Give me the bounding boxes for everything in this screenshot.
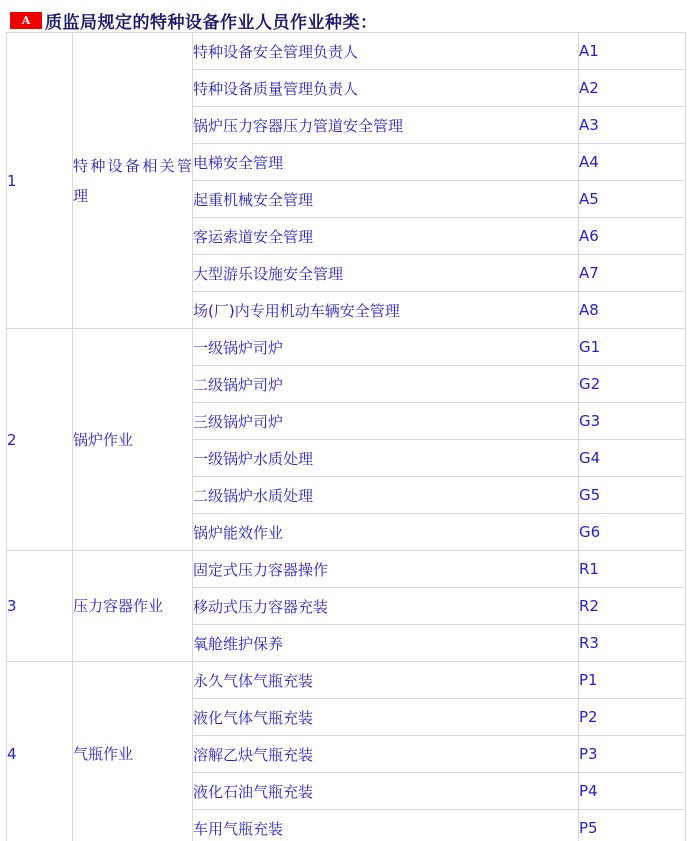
- code-cell: G4: [579, 440, 686, 477]
- item-cell: 液化气体气瓶充装: [193, 699, 579, 736]
- item-cell: 二级锅炉司炉: [193, 366, 579, 403]
- category-badge: A: [10, 12, 42, 29]
- table-row: [7, 329, 686, 366]
- group-number-cell: 3: [7, 551, 73, 662]
- code-cell: A5: [579, 181, 686, 218]
- code-cell: P5: [579, 810, 686, 841]
- item-cell: 特种设备质量管理负责人: [193, 70, 579, 107]
- category-cell: 气瓶作业: [73, 662, 193, 841]
- item-cell: 起重机械安全管理: [193, 181, 579, 218]
- item-cell: 固定式压力容器操作: [193, 551, 579, 588]
- item-cell: 车用气瓶充装: [193, 810, 579, 841]
- group-number-cell: 2: [7, 329, 73, 551]
- table-row: [7, 662, 686, 699]
- item-cell: 锅炉压力容器压力管道安全管理: [193, 107, 579, 144]
- header: [10, 8, 378, 33]
- table-row: [7, 551, 686, 588]
- worker-categories-table: [6, 32, 686, 841]
- code-cell: A4: [579, 144, 686, 181]
- code-cell: P4: [579, 773, 686, 810]
- code-cell: G6: [579, 514, 686, 551]
- code-cell: P2: [579, 699, 686, 736]
- code-cell: P1: [579, 662, 686, 699]
- code-cell: R3: [579, 625, 686, 662]
- item-cell: 电梯安全管理: [193, 144, 579, 181]
- code-cell: G1: [579, 329, 686, 366]
- item-cell: 一级锅炉司炉: [193, 329, 579, 366]
- item-cell: 永久气体气瓶充装: [193, 662, 579, 699]
- code-cell: A3: [579, 107, 686, 144]
- table-row: [7, 33, 686, 70]
- code-cell: A2: [579, 70, 686, 107]
- item-cell: 移动式压力容器充装: [193, 588, 579, 625]
- group-number-cell: 4: [7, 662, 73, 841]
- code-cell: P3: [579, 736, 686, 773]
- code-cell: G3: [579, 403, 686, 440]
- item-cell: 氧舱维护保养: [193, 625, 579, 662]
- category-cell: 锅炉作业: [73, 329, 193, 551]
- code-cell: A7: [579, 255, 686, 292]
- item-cell: 液化石油气瓶充装: [193, 773, 579, 810]
- item-cell: 二级锅炉水质处理: [193, 477, 579, 514]
- item-cell: 锅炉能效作业: [193, 514, 579, 551]
- page-title: 质监局规定的特种设备作业人员作业种类：: [45, 13, 378, 33]
- code-cell: G5: [579, 477, 686, 514]
- item-cell: 场(厂)内专用机动车辆安全管理: [193, 292, 579, 329]
- code-cell: A8: [579, 292, 686, 329]
- item-cell: 一级锅炉水质处理: [193, 440, 579, 477]
- item-cell: 大型游乐设施安全管理: [193, 255, 579, 292]
- item-cell: 三级锅炉司炉: [193, 403, 579, 440]
- item-cell: 溶解乙炔气瓶充装: [193, 736, 579, 773]
- code-cell: R2: [579, 588, 686, 625]
- item-cell: 客运索道安全管理: [193, 218, 579, 255]
- code-cell: R1: [579, 551, 686, 588]
- category-cell: 特种设备相关管理: [73, 33, 193, 329]
- item-cell: 特种设备安全管理负责人: [193, 33, 579, 70]
- category-cell: 压力容器作业: [73, 551, 193, 662]
- code-cell: A1: [579, 33, 686, 70]
- code-cell: A6: [579, 218, 686, 255]
- group-number-cell: 1: [7, 33, 73, 329]
- code-cell: G2: [579, 366, 686, 403]
